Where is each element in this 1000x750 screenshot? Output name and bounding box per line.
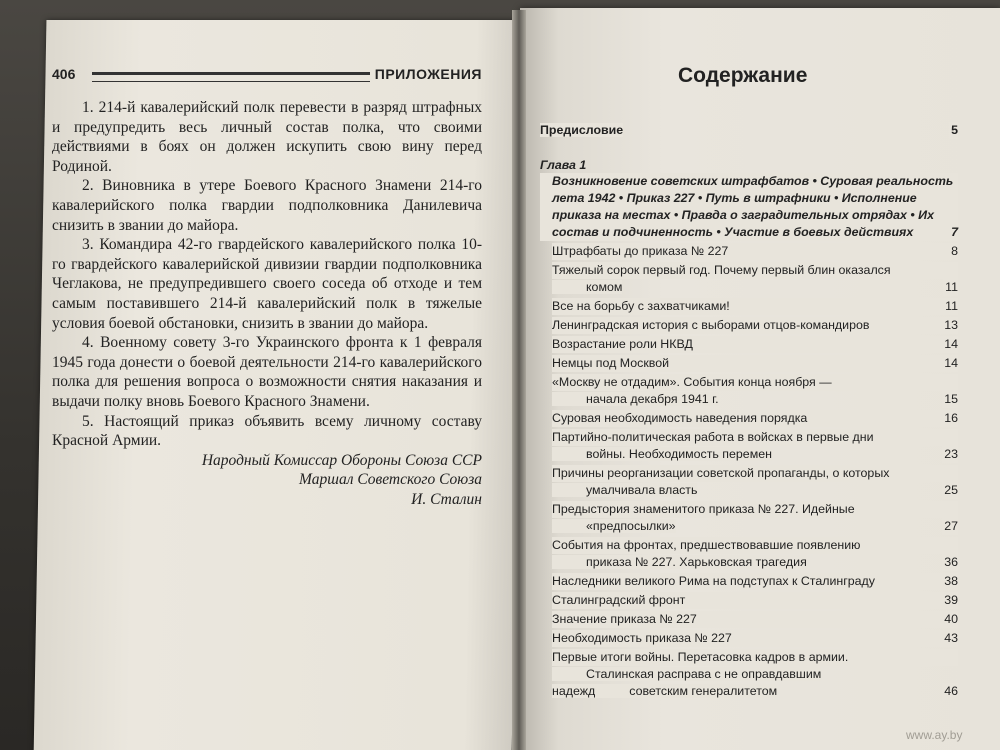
chapter-heading-text: Возникновение советских штрафбатов • Суровая реальность лета 1942 • Приказ 227 • Путь в штрафники • Исполнение приказа на местах • Правда о заградительных отрядах • Их состав и подчиненность • Участие в боевых действиях	[540, 173, 958, 241]
toc-entry-continuation: умалчивала власть	[552, 483, 697, 497]
toc-entry	[540, 374, 958, 408]
toc-entry-continuation: приказа № 227. Харьковская трагедия	[552, 555, 807, 569]
toc-entry-page: 36	[944, 555, 958, 569]
toc-entry-page: 38	[944, 574, 958, 588]
page-number: 406	[52, 66, 76, 82]
toc-entry-label: «Москву не отдадим». События конца ноября —	[552, 374, 958, 391]
left-page-header	[52, 66, 482, 86]
toc-entry	[540, 537, 958, 571]
toc-entry-page: 5	[951, 123, 958, 137]
header-rule	[92, 72, 370, 82]
toc-entry-label: Возрастание роли НКВД	[552, 336, 958, 353]
toc-entry-page: 23	[944, 447, 958, 461]
watermark: www.ay.by	[906, 728, 963, 742]
toc-entry-page: 40	[944, 612, 958, 626]
toc-entry-page: 11	[945, 299, 958, 313]
toc-entry-page: 27	[944, 519, 958, 533]
signature-line: Маршал Советского Союза	[299, 471, 482, 489]
toc-entry-label: Причины реорганизации советской пропаганды, о которых	[552, 465, 958, 482]
toc-entry-page: 14	[944, 356, 958, 370]
toc-entry-label: Наследники великого Рима на подступах к Сталинграду	[552, 573, 958, 590]
toc-entry	[540, 317, 958, 334]
toc-entry	[540, 336, 958, 353]
paragraph: 5. Настоящий приказ объявить всему личному составу Красной Армии.	[52, 412, 482, 450]
toc-entry	[540, 611, 958, 628]
toc-entry	[540, 298, 958, 315]
toc-entry-page: 25	[944, 483, 958, 497]
left-page-text	[52, 98, 482, 509]
toc-entry-page: 15	[944, 392, 958, 406]
toc-entry	[540, 355, 958, 372]
table-of-contents	[540, 122, 958, 702]
toc-entry-label: Штрафбаты до приказа № 227	[552, 243, 958, 260]
toc-entry-label: Предыстория знаменитого приказа № 227. Идейные	[552, 501, 958, 518]
toc-entry-continuation: Сталинская расправа с не оправдавшим надежд	[552, 667, 822, 698]
toc-entry	[540, 592, 958, 609]
chapter-heading	[540, 173, 958, 241]
toc-entry-label: Все на борьбу с захватчиками!	[552, 298, 958, 315]
toc-entry	[540, 429, 958, 463]
toc-entry-continuation: войны. Необходимость перемен	[552, 447, 772, 461]
toc-entry-continuation: «предпосылки»	[552, 519, 676, 533]
signature-line: И. Сталин	[411, 490, 482, 508]
toc-entry	[540, 262, 958, 296]
toc-entry-page: 46	[944, 684, 958, 698]
toc-entry-label: События на фронтах, предшествовавшие появлению	[552, 537, 958, 554]
toc-entry	[540, 465, 958, 499]
toc-entry-label: Немцы под Москвой	[552, 355, 958, 372]
toc-entry-label: Суровая необходимость наведения порядка	[552, 410, 958, 427]
toc-entry-preface	[540, 122, 958, 139]
contents-title: Содержание	[678, 64, 808, 87]
toc-entry-page: 16	[944, 411, 958, 425]
toc-entry	[540, 243, 958, 260]
running-title: ПРИЛОЖЕНИЯ	[374, 66, 482, 82]
toc-entry-page: 7	[951, 225, 958, 239]
toc-entry-page: 11	[945, 280, 958, 294]
toc-entry-label: Первые итоги войны. Перетасовка кадров в армии.	[552, 649, 958, 666]
toc-entry	[540, 501, 958, 535]
toc-entry-label: Тяжелый сорок первый год. Почему первый блин оказался	[552, 262, 958, 279]
toc-entry	[540, 573, 958, 590]
toc-entry-label: Ленинградская история с выборами отцов-командиров	[552, 317, 958, 334]
paragraph: 1. 214-й кавалерийский полк перевести в разряд штрафных и предупредить весь личный состав полка, что своими действиями в боях он должен искупить свою вину перед Родиной.	[52, 99, 482, 175]
signature-line: Народный Комиссар Обороны Союза ССР	[201, 451, 482, 469]
toc-entry-page: 39	[944, 593, 958, 607]
toc-entry-label: Предисловие	[540, 123, 624, 137]
toc-entry	[540, 630, 958, 647]
toc-entry-page: 13	[944, 318, 958, 332]
toc-entry-continuation: начала декабря 1941 г.	[552, 392, 719, 406]
toc-entry-label: Значение приказа № 227	[552, 611, 958, 628]
toc-entry-label: Сталинградский фронт	[552, 592, 958, 609]
toc-entry-label: Необходимость приказа № 227	[552, 630, 958, 647]
toc-entry-continuation: советским генералитетом	[595, 684, 777, 698]
toc-entry-label: Партийно-политическая работа в войсках в первые дни	[552, 429, 958, 446]
toc-entry-page: 14	[944, 337, 958, 351]
toc-entry-continuation: комом	[552, 280, 622, 294]
paragraph: 4. Военному совету 3-го Украинского фронта к 1 февраля 1945 года донести о боевой деятельности 214-го кавалерийского полка для решения вопроса о возможности снятия наказания и выдачи полку вновь Боевого Красного Знамени.	[52, 334, 482, 410]
toc-entry-page: 8	[951, 244, 958, 258]
toc-entry	[540, 649, 958, 700]
book-gutter	[512, 10, 526, 750]
paragraph: 2. Виновника в утере Боевого Красного Знамени 214-го кавалерийского полка гвардии подполковника Данилевича снизить в звании до майора.	[52, 177, 482, 234]
toc-entry	[540, 410, 958, 427]
paragraph: 3. Командира 42-го гвардейского кавалерийского полка 10-го гвардейского кавалерийской дивизии гвардии подполковника Чеглакова, не предупредившего своего соседа об отходе и тем самым поставившего 214-й кавалерийский полк в тяжелые условия боевой обстановки, снизить в звании до майора.	[52, 236, 482, 332]
toc-entry-page: 43	[944, 631, 958, 645]
chapter-label: Глава 1	[540, 158, 587, 172]
